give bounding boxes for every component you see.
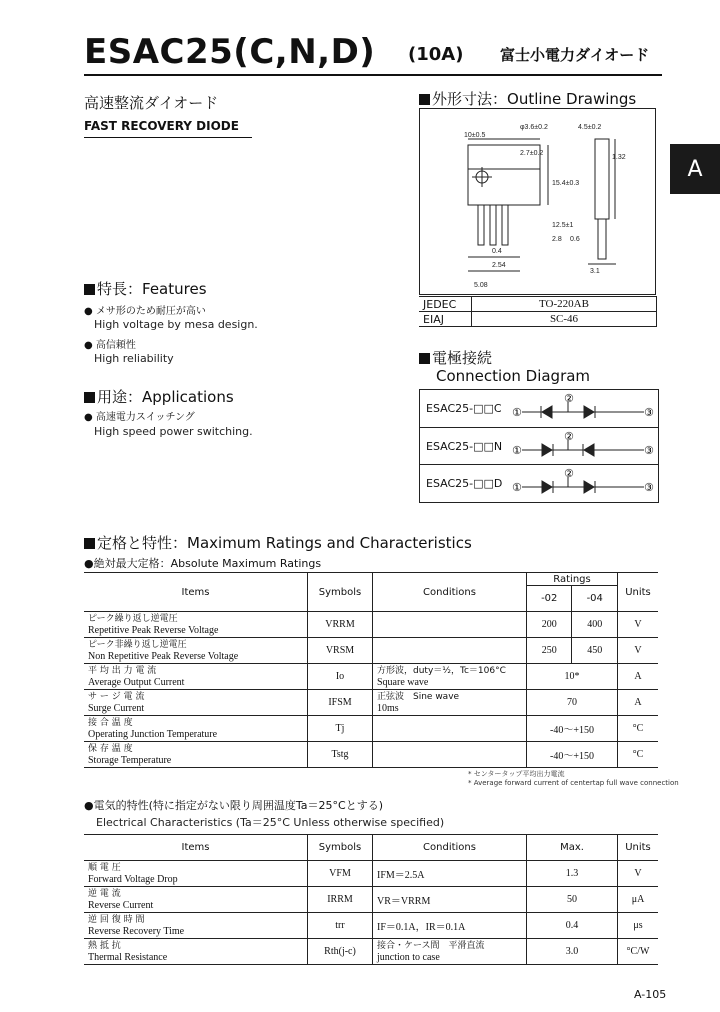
connection-heading-en: Connection Diagram [436, 367, 591, 385]
outline-heading: 外形寸法：Outline Drawings [419, 88, 636, 109]
dim-label: 12.5±1 [552, 222, 574, 229]
dim-label: φ3.6±0.2 [520, 124, 548, 131]
ratings-subheading: ●絶対最大定格：Absolute Maximum Ratings [84, 557, 322, 570]
pin-label: ① [512, 406, 522, 419]
applications-heading: 用途：Applications [84, 386, 234, 407]
tab-outline [468, 145, 540, 169]
dim-label: 0.6 [570, 236, 580, 243]
feature-item-jp: ● メサ形のため耐圧が高い [84, 306, 206, 317]
diode-symbol-c [512, 392, 657, 426]
pin-label: ③ [644, 481, 654, 494]
pin-label: ③ [644, 406, 654, 419]
features-heading: 特長：Features [84, 278, 207, 299]
page-number: A-105 [634, 988, 667, 1001]
electrical-heading-jp: ●電気的特性(特に指定がない限り周囲温度Ta＝25°Cとする) [84, 799, 383, 812]
ratings-heading: 定格と特性：Maximum Ratings and Characteristics [84, 532, 472, 553]
electrical-heading-en: Electrical Characteristics (Ta＝25°C Unless otherwise specified) [96, 816, 445, 829]
electrical-table [84, 834, 658, 965]
table-row: 逆 電 流 Reverse Current IRRM VR＝VRRM 50 μA [84, 887, 658, 913]
dim-label: 5.08 [474, 282, 488, 289]
lead-2 [490, 205, 496, 245]
lead-3 [502, 205, 508, 245]
table-row: 逆 回 復 時 間 Reverse Recovery Time trr IF＝0.1A，IR＝0.1A 0.4 μs [84, 913, 658, 939]
table-row: サ ー ジ 電 流 Surge Current IFSM 正弦波 Sine wave 10ms 70 A [84, 690, 658, 716]
square-bullet-icon [84, 284, 95, 295]
dim-label: 2.8 [552, 236, 562, 243]
dim-label: 10±0.5 [464, 132, 486, 139]
table-row: EIAJ SC-46 [419, 312, 657, 327]
square-bullet-icon [419, 94, 430, 105]
part-number-title: ESAC25(C,N,D) [84, 32, 376, 72]
pin-label: ② [564, 430, 574, 443]
package-drawing [420, 109, 655, 294]
diode-symbol-n [512, 430, 657, 464]
outline-drawing [419, 108, 656, 295]
title-rule [84, 74, 662, 76]
category-jp: 富士小電力ダイオード [500, 46, 650, 64]
connection-diagram [419, 389, 659, 503]
dim-label: 2.54 [492, 262, 506, 269]
lead-1 [478, 205, 484, 245]
table-header-row: Items Symbols Conditions Ratings Units [84, 573, 658, 586]
table-row: 順 電 圧 Forward Voltage Drop VFM IFM＝2.5A 1.3 V [84, 861, 658, 887]
diode-symbol-d [512, 467, 657, 501]
side-view-lead [598, 219, 606, 259]
square-bullet-icon [419, 353, 430, 364]
footnote: * センタータップ平均出力電流 [468, 770, 565, 778]
feature-item-jp: ● 高信頼性 [84, 340, 136, 351]
side-view-body [595, 139, 609, 219]
product-name-jp: 高速整流ダイオード [84, 94, 219, 112]
table-row: JEDEC TO-220AB [419, 297, 657, 312]
pin-label: ① [512, 481, 522, 494]
package-table [419, 296, 657, 327]
connection-row: ESAC25-□□C ① ② ③ [420, 390, 658, 427]
dim-label: 4.5±0.2 [578, 124, 602, 131]
table-row: 保 存 温 度 Storage Temperature Tstg -40～+150 °C [84, 742, 658, 768]
section-tab: A [670, 144, 720, 194]
product-name-en: FAST RECOVERY DIODE [84, 119, 239, 133]
product-rule [84, 137, 252, 138]
connection-row: ESAC25-□□N ① ② ③ [420, 427, 658, 465]
square-bullet-icon [84, 392, 95, 403]
application-item-jp: ● 高速電力スイッチング [84, 412, 195, 423]
connection-heading-jp: 電極接続 [419, 347, 492, 368]
table-header-row: -02 -04 [84, 586, 658, 612]
square-bullet-icon [84, 538, 95, 549]
pin-label: ③ [644, 444, 654, 457]
table-row: 接 合 温 度 Operating Junction Temperature Tj -40～+150 °C [84, 716, 658, 742]
pin-label: ② [564, 467, 574, 480]
table-row: ピーク繰り返し逆電圧 Repetitive Peak Reverse Voltage VRRM 200 400 V [84, 612, 658, 638]
table-row: ピーク非繰り返し逆電圧 Non Repetitive Peak Reverse Voltage VRSM 250 450 V [84, 638, 658, 664]
table-header-row: Items Symbols Conditions Max. Units [84, 835, 658, 861]
dim-label: 3.1 [590, 268, 600, 275]
dim-label: 0.4 [492, 248, 502, 255]
pin-label: ② [564, 392, 574, 405]
pin-label: ① [512, 444, 522, 457]
max-ratings-table [84, 572, 658, 768]
table-row: 平 均 出 力 電 流 Average Output Current Io 方形波，duty＝½，Tc＝106°C Square wave 10* A [84, 664, 658, 690]
application-item-en: High speed power switching. [94, 425, 253, 438]
footnote: * Average forward current of centertap full wave connection [468, 779, 679, 787]
feature-item-en: High reliability [94, 352, 174, 365]
feature-item-en: High voltage by mesa design. [94, 318, 258, 331]
dim-label: 2.7±0.2 [520, 150, 544, 157]
dim-label: 1.32 [612, 154, 626, 161]
current-rating: (10A) [408, 44, 464, 65]
table-row: 熱 抵 抗 Thermal Resistance Rth(j-c) 接合・ケース間 平滑直流 junction to case 3.0 °C/W [84, 939, 658, 965]
connection-row: ESAC25-□□D ① ② ③ [420, 464, 658, 502]
dim-label: 15.4±0.3 [552, 180, 580, 187]
